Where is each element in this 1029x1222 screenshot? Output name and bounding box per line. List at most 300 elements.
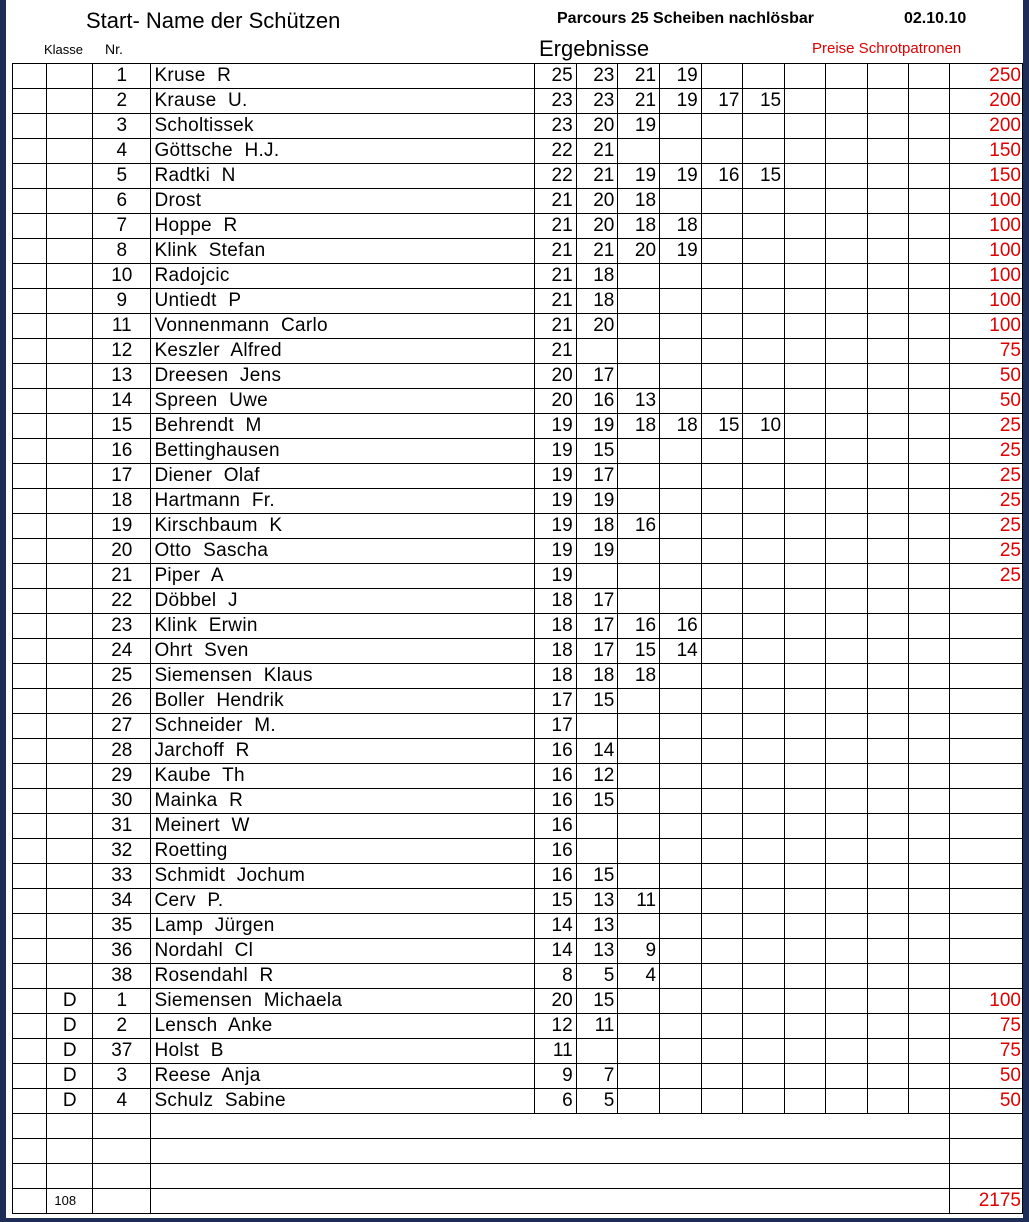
score-cell [785, 639, 826, 664]
table-row [13, 139, 1023, 164]
score-cell [660, 889, 702, 914]
score-cell: 20 [618, 239, 660, 264]
start-number-cell: 27 [93, 714, 151, 739]
table-row [13, 389, 1023, 414]
score-cell [618, 689, 660, 714]
totals-row [13, 1189, 1023, 1214]
empty-row [13, 1114, 1023, 1139]
prize-cell: 100 [950, 189, 1023, 214]
score-cell: 20 [576, 189, 618, 214]
klasse-cell [47, 1164, 93, 1189]
score-cell [743, 989, 785, 1014]
table-row [13, 714, 1023, 739]
score-cell: 15 [576, 789, 618, 814]
start-number-cell: 20 [93, 539, 151, 564]
prize-cell [950, 839, 1023, 864]
score-cell [660, 439, 702, 464]
score-cell [660, 314, 702, 339]
klasse-cell [47, 389, 93, 414]
score-cell [867, 939, 908, 964]
score-cell [867, 239, 908, 264]
table-row [13, 664, 1023, 689]
score-cell [826, 689, 867, 714]
score-cell [660, 364, 702, 389]
score-cell: 15 [534, 889, 576, 914]
table-row [13, 339, 1023, 364]
score-cell [785, 239, 826, 264]
score-cell [743, 139, 785, 164]
start-number-cell: 23 [93, 614, 151, 639]
score-cell [909, 439, 950, 464]
score-cell [867, 89, 908, 114]
prize-cell: 100 [950, 314, 1023, 339]
klasse-cell [47, 264, 93, 289]
shooter-name-cell: Schulz Sabine [151, 1089, 535, 1114]
score-cell [660, 1089, 702, 1114]
start-number-cell [93, 1189, 151, 1214]
prize-cell [950, 939, 1023, 964]
score-cell: 23 [576, 89, 618, 114]
score-cell: 11 [576, 1014, 618, 1039]
shooter-name-cell: Piper A [151, 564, 535, 589]
score-cell [743, 664, 785, 689]
score-cell [867, 539, 908, 564]
column-header-nr: Nr. [105, 41, 123, 57]
klasse-cell [47, 489, 93, 514]
score-cell: 23 [534, 89, 576, 114]
score-cell [826, 114, 867, 139]
score-cell [867, 314, 908, 339]
score-cell [660, 664, 702, 689]
prize-cell: 25 [950, 439, 1023, 464]
blank-cell [13, 89, 47, 114]
prize-cell [950, 814, 1023, 839]
klasse-cell [47, 139, 93, 164]
score-cell [909, 789, 950, 814]
prize-cell [950, 864, 1023, 889]
score-cell: 14 [660, 639, 702, 664]
score-cell [701, 989, 743, 1014]
score-cell [909, 589, 950, 614]
blank-cell [13, 1114, 47, 1139]
shooter-name-cell: Kirschbaum K [151, 514, 535, 539]
score-cell [618, 489, 660, 514]
score-cell: 21 [534, 339, 576, 364]
score-cell [743, 214, 785, 239]
score-cell [701, 139, 743, 164]
start-number-cell: 8 [93, 239, 151, 264]
start-number-cell: 2 [93, 89, 151, 114]
table-row [13, 939, 1023, 964]
score-cell [785, 564, 826, 589]
shooter-name-cell: Keszler Alfred [151, 339, 535, 364]
score-cell [826, 239, 867, 264]
score-cell: 6 [534, 1089, 576, 1114]
score-cell [701, 339, 743, 364]
score-cell [909, 164, 950, 189]
score-cell [826, 164, 867, 189]
score-cell [909, 889, 950, 914]
score-cell [618, 564, 660, 589]
score-cell: 19 [534, 539, 576, 564]
blank-cell [13, 989, 47, 1014]
score-cell [701, 814, 743, 839]
score-cell [909, 814, 950, 839]
shooter-name-cell: Nordahl Cl [151, 939, 535, 964]
score-cell [701, 1014, 743, 1039]
score-cell: 15 [618, 639, 660, 664]
score-cell [618, 839, 660, 864]
prize-cell: 100 [950, 214, 1023, 239]
shooter-name-cell: Radojcic [151, 264, 535, 289]
score-cell [826, 1089, 867, 1114]
score-cell: 19 [576, 539, 618, 564]
klasse-cell [47, 89, 93, 114]
blank-cell [13, 1039, 47, 1064]
blank-cell [13, 839, 47, 864]
score-cell [743, 439, 785, 464]
score-cell [743, 539, 785, 564]
score-cell [743, 189, 785, 214]
prize-cell: 25 [950, 489, 1023, 514]
score-cell [909, 939, 950, 964]
shooter-name-cell: Behrendt M [151, 414, 535, 439]
shooter-name-cell: Drost [151, 189, 535, 214]
score-cell [867, 139, 908, 164]
score-cell [867, 164, 908, 189]
score-cell: 19 [660, 89, 702, 114]
score-cell [826, 939, 867, 964]
score-cell [618, 1064, 660, 1089]
score-cell [867, 114, 908, 139]
score-cell: 18 [618, 664, 660, 689]
score-cell [867, 64, 908, 89]
score-cell [701, 839, 743, 864]
score-cell [785, 689, 826, 714]
shooter-name-cell: Siemensen Michaela [151, 989, 535, 1014]
score-cell [785, 464, 826, 489]
shooter-name-cell: Otto Sascha [151, 539, 535, 564]
table-row [13, 989, 1023, 1014]
blank-cell [13, 489, 47, 514]
score-cell [826, 539, 867, 564]
score-cell [701, 789, 743, 814]
prize-cell: 75 [950, 1039, 1023, 1064]
score-cell [909, 664, 950, 689]
prize-cell [950, 789, 1023, 814]
shooter-name-cell [151, 1164, 950, 1189]
shooter-name-cell: Untiedt P [151, 289, 535, 314]
score-cell [867, 389, 908, 414]
prize-cell: 25 [950, 514, 1023, 539]
shooter-name-cell [151, 1139, 950, 1164]
score-cell: 16 [534, 839, 576, 864]
score-cell: 21 [534, 239, 576, 264]
score-cell: 17 [576, 639, 618, 664]
score-cell [909, 689, 950, 714]
shooter-name-cell: Meinert W [151, 814, 535, 839]
prize-cell: 50 [950, 389, 1023, 414]
prize-cell [950, 589, 1023, 614]
start-number-cell: 29 [93, 764, 151, 789]
score-cell [785, 64, 826, 89]
score-cell [909, 339, 950, 364]
blank-cell [13, 589, 47, 614]
score-cell [701, 564, 743, 589]
table-row [13, 364, 1023, 389]
score-cell [826, 789, 867, 814]
score-cell [743, 964, 785, 989]
score-cell [660, 789, 702, 814]
start-number-cell: 37 [93, 1039, 151, 1064]
score-cell: 19 [534, 514, 576, 539]
results-table-body [13, 64, 1023, 1214]
start-number-cell: 2 [93, 1014, 151, 1039]
score-cell [660, 964, 702, 989]
shooter-name-cell: Spreen Uwe [151, 389, 535, 414]
score-cell [826, 439, 867, 464]
start-number-cell: 19 [93, 514, 151, 539]
klasse-cell [47, 539, 93, 564]
shooter-name-cell: Schneider M. [151, 714, 535, 739]
klasse-cell [47, 1139, 93, 1164]
klasse-cell [47, 64, 93, 89]
score-cell [909, 839, 950, 864]
score-cell [785, 914, 826, 939]
score-cell [909, 714, 950, 739]
klasse-cell [47, 889, 93, 914]
score-cell [867, 589, 908, 614]
start-number-cell: 21 [93, 564, 151, 589]
score-cell [826, 339, 867, 364]
score-cell [826, 1014, 867, 1039]
score-cell [909, 989, 950, 1014]
empty-row [13, 1164, 1023, 1189]
shooter-name-cell: Mainka R [151, 789, 535, 814]
score-cell [660, 989, 702, 1014]
score-cell: 14 [576, 739, 618, 764]
score-cell [867, 639, 908, 664]
start-number-cell: 31 [93, 814, 151, 839]
column-header-preise: Preise Schrotpatronen [812, 40, 962, 57]
start-number-cell: 38 [93, 964, 151, 989]
score-cell [743, 489, 785, 514]
score-cell [785, 764, 826, 789]
score-cell [867, 1064, 908, 1089]
score-cell [867, 689, 908, 714]
score-cell: 21 [618, 89, 660, 114]
score-cell [743, 614, 785, 639]
score-cell [909, 464, 950, 489]
prize-cell [950, 614, 1023, 639]
table-row [13, 414, 1023, 439]
klasse-cell: D [47, 1089, 93, 1114]
score-cell [701, 939, 743, 964]
score-cell [701, 64, 743, 89]
klasse-cell [47, 364, 93, 389]
shooter-name-cell: Reese Anja [151, 1064, 535, 1089]
score-cell [867, 214, 908, 239]
score-cell [867, 464, 908, 489]
blank-cell [13, 689, 47, 714]
table-row [13, 1089, 1023, 1114]
score-cell [660, 564, 702, 589]
start-number-cell: 18 [93, 489, 151, 514]
table-row [13, 189, 1023, 214]
score-cell [743, 1039, 785, 1064]
participant-count: 108 [47, 1189, 93, 1214]
score-cell: 18 [534, 639, 576, 664]
score-cell [701, 439, 743, 464]
klasse-cell [47, 839, 93, 864]
score-cell: 19 [660, 64, 702, 89]
score-cell [618, 764, 660, 789]
score-cell [660, 489, 702, 514]
prize-cell: 75 [950, 339, 1023, 364]
score-cell [867, 989, 908, 1014]
score-cell [909, 964, 950, 989]
score-cell: 17 [576, 464, 618, 489]
blank-cell [13, 439, 47, 464]
klasse-cell [47, 239, 93, 264]
score-cell [909, 514, 950, 539]
blank-cell [13, 414, 47, 439]
blank-cell [13, 164, 47, 189]
blank-cell [13, 264, 47, 289]
score-cell [826, 264, 867, 289]
score-cell: 18 [534, 589, 576, 614]
score-cell [576, 339, 618, 364]
start-number-cell: 28 [93, 739, 151, 764]
start-number-cell: 32 [93, 839, 151, 864]
score-cell [867, 364, 908, 389]
blank-cell [13, 289, 47, 314]
start-number-cell: 4 [93, 1089, 151, 1114]
score-cell [785, 1089, 826, 1114]
score-cell [701, 189, 743, 214]
score-cell [909, 539, 950, 564]
score-cell [618, 264, 660, 289]
score-cell [660, 139, 702, 164]
blank-cell [13, 64, 47, 89]
score-cell: 7 [576, 1064, 618, 1089]
prize-cell: 25 [950, 464, 1023, 489]
table-row [13, 64, 1023, 89]
klasse-cell [47, 664, 93, 689]
blank-cell [13, 789, 47, 814]
score-cell [743, 289, 785, 314]
score-cell: 15 [576, 439, 618, 464]
score-cell [826, 289, 867, 314]
shooter-name-cell: Diener Olaf [151, 464, 535, 489]
score-cell [701, 514, 743, 539]
klasse-cell [47, 339, 93, 364]
klasse-cell [47, 739, 93, 764]
score-cell [618, 464, 660, 489]
klasse-cell [47, 939, 93, 964]
score-cell [785, 164, 826, 189]
score-cell: 14 [534, 939, 576, 964]
score-cell: 15 [576, 689, 618, 714]
score-cell: 19 [660, 164, 702, 189]
score-cell [909, 264, 950, 289]
score-cell [785, 614, 826, 639]
prize-cell: 200 [950, 114, 1023, 139]
score-cell [743, 1064, 785, 1089]
score-cell [618, 864, 660, 889]
score-cell [660, 939, 702, 964]
score-cell [701, 264, 743, 289]
prize-cell [950, 1114, 1023, 1139]
score-cell: 19 [660, 239, 702, 264]
score-cell [618, 139, 660, 164]
score-cell [785, 1064, 826, 1089]
score-cell: 19 [534, 564, 576, 589]
start-number-cell: 25 [93, 664, 151, 689]
score-cell [909, 764, 950, 789]
score-cell: 21 [534, 189, 576, 214]
score-cell [576, 714, 618, 739]
score-cell [785, 189, 826, 214]
score-cell [701, 964, 743, 989]
score-cell [785, 889, 826, 914]
klasse-cell [47, 714, 93, 739]
score-cell [701, 914, 743, 939]
score-cell [909, 64, 950, 89]
score-cell [618, 364, 660, 389]
klasse-cell [47, 814, 93, 839]
score-cell [660, 914, 702, 939]
score-cell: 16 [576, 389, 618, 414]
start-number-cell: 33 [93, 864, 151, 889]
score-cell: 15 [743, 164, 785, 189]
score-cell [701, 214, 743, 239]
score-cell [701, 1089, 743, 1114]
blank-cell [13, 914, 47, 939]
empty-row [13, 1139, 1023, 1164]
score-cell: 22 [534, 139, 576, 164]
score-cell: 19 [576, 414, 618, 439]
score-cell: 19 [534, 414, 576, 439]
score-cell [826, 89, 867, 114]
score-cell [743, 739, 785, 764]
score-cell [826, 839, 867, 864]
score-cell: 20 [534, 989, 576, 1014]
prize-cell: 100 [950, 989, 1023, 1014]
klasse-cell [47, 564, 93, 589]
table-row [13, 214, 1023, 239]
score-cell [909, 139, 950, 164]
score-cell: 23 [534, 114, 576, 139]
score-cell: 17 [576, 589, 618, 614]
prize-cell: 50 [950, 1064, 1023, 1089]
score-cell [660, 814, 702, 839]
score-cell [743, 114, 785, 139]
score-cell: 18 [576, 289, 618, 314]
score-cell [867, 564, 908, 589]
shooter-name-cell: Ohrt Sven [151, 639, 535, 664]
prize-cell [950, 889, 1023, 914]
shooter-name-cell: Göttsche H.J. [151, 139, 535, 164]
score-cell [618, 989, 660, 1014]
blank-cell [13, 364, 47, 389]
score-cell [701, 664, 743, 689]
score-cell [618, 1089, 660, 1114]
prize-cell: 100 [950, 264, 1023, 289]
score-cell: 15 [743, 89, 785, 114]
table-row [13, 614, 1023, 639]
blank-cell [13, 939, 47, 964]
